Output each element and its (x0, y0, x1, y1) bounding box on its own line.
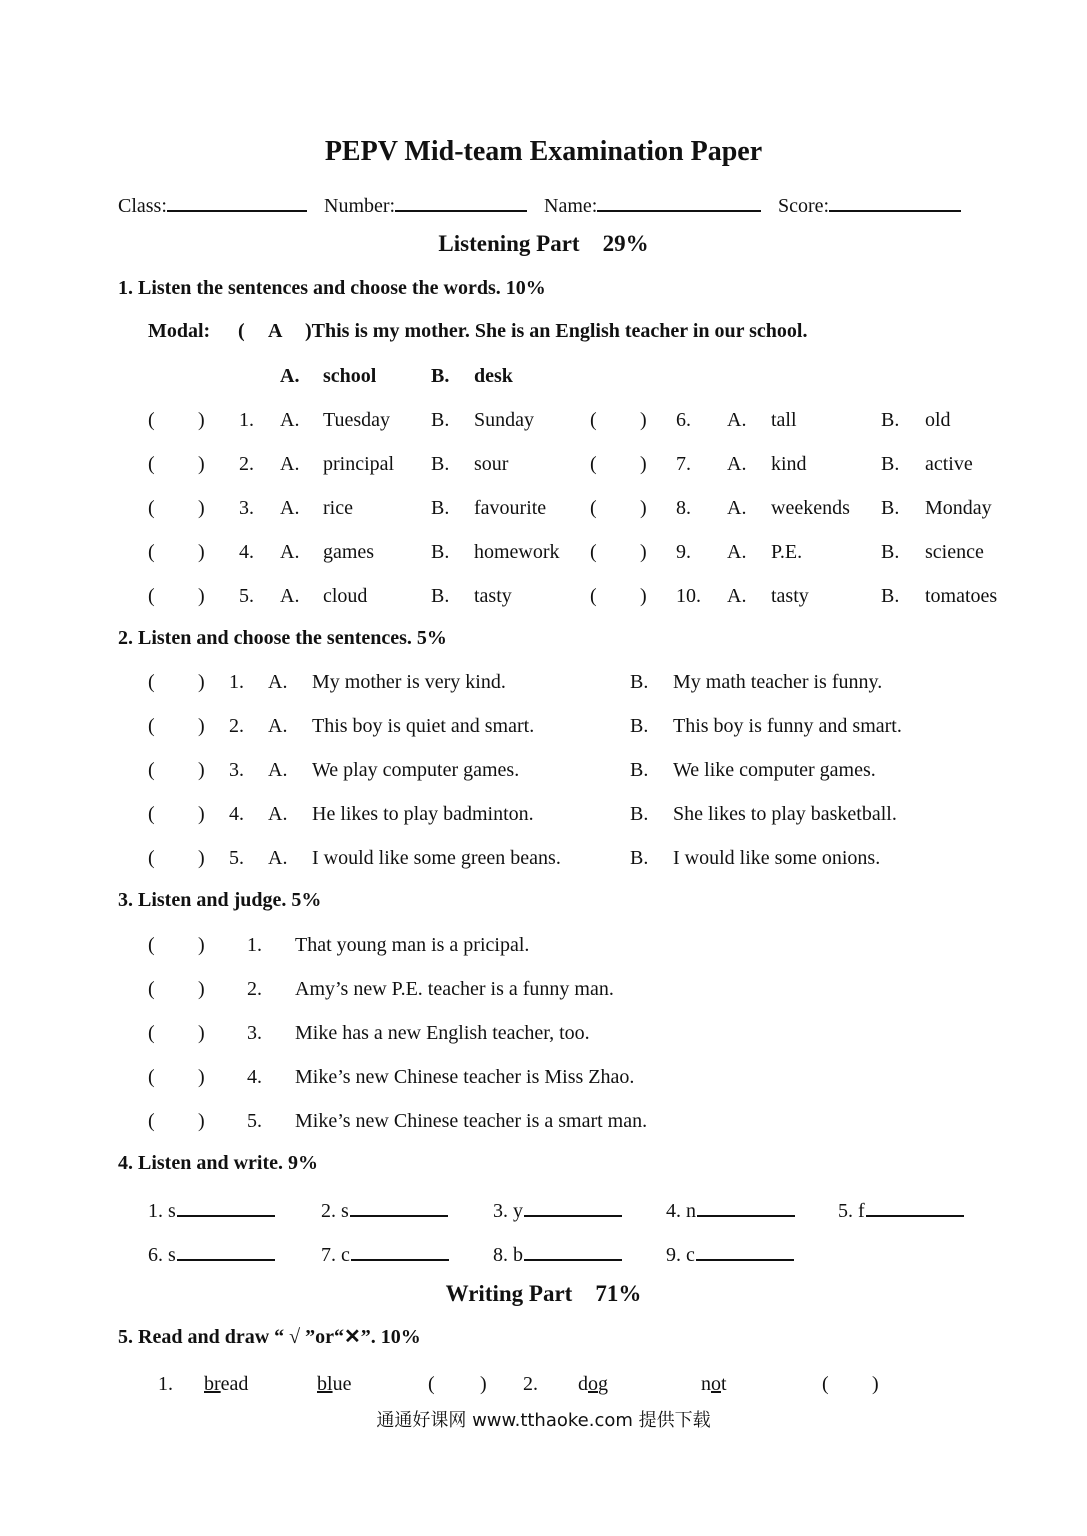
answer-paren-close[interactable]: ) (198, 803, 205, 825)
section-2-heading: 2. Listen and choose the sentences. 5% (118, 627, 447, 649)
question-row (0, 585, 1087, 611)
option-b-letter: B. (630, 803, 649, 825)
option-a-letter: A. (727, 453, 747, 475)
option-a-letter: A. (268, 847, 288, 869)
write-item[interactable]: 5. f (838, 1196, 964, 1223)
question-number: 7. (676, 453, 691, 475)
option-b-sentence: I would like some onions. (673, 847, 881, 869)
question-number: 4. (239, 541, 254, 563)
question-number: 3. (229, 759, 244, 781)
model-option-a-word: school (323, 365, 377, 387)
question-number: 6. (676, 409, 691, 431)
answer-paren-open[interactable]: ( (148, 453, 155, 475)
statement-row (0, 934, 1087, 960)
option-b-word: Sunday (474, 409, 534, 431)
question-row (0, 671, 1087, 697)
statement-row (0, 1110, 1087, 1136)
word-not (701, 1373, 727, 1396)
item-number: 2. (523, 1373, 538, 1395)
option-b-letter: B. (881, 541, 900, 563)
option-a-sentence: I would like some green beans. (312, 847, 561, 869)
write-blank[interactable] (177, 1240, 275, 1261)
name-label: Name: (544, 195, 598, 217)
statement-row (0, 978, 1087, 1004)
answer-paren-open[interactable]: ( (590, 497, 597, 519)
underlined-letters: bl (317, 1373, 333, 1395)
answer-paren-close[interactable]: ) (198, 585, 205, 607)
option-a-letter: A. (268, 671, 288, 693)
class-label: Class: (118, 195, 167, 217)
number-field[interactable] (324, 190, 527, 216)
option-b-sentence: She likes to play basketball. (673, 803, 897, 825)
answer-paren-close[interactable]: ) (198, 453, 205, 475)
model-options-row (0, 365, 1087, 391)
class-field[interactable] (118, 190, 307, 216)
question-row (0, 497, 1087, 523)
answer-paren-open[interactable]: ( (148, 759, 155, 781)
question-row (0, 759, 1087, 785)
listening-part-heading: Listening Part 29% (438, 231, 649, 256)
model-sentence: )This is my mother. She is an English teacher in our school. (305, 320, 808, 342)
question-number: 1. (239, 409, 254, 431)
statement-text: That young man is a pricipal. (295, 934, 530, 956)
score-field[interactable] (778, 190, 961, 216)
write-item[interactable]: 3. y (493, 1196, 622, 1223)
answer-paren-open[interactable]: ( (148, 715, 155, 737)
option-a-sentence: This boy is quiet and smart. (312, 715, 535, 737)
answer-paren-open[interactable]: ( (148, 497, 155, 519)
write-blank[interactable] (866, 1196, 964, 1217)
section-5-row (0, 1373, 1087, 1399)
option-b-letter: B. (431, 497, 450, 519)
section-3-heading: 3. Listen and judge. 5% (118, 889, 322, 911)
student-info-line (118, 190, 978, 216)
option-b-word: tasty (474, 585, 512, 607)
page-title: PEPV Mid-team Examination Paper (324, 136, 763, 167)
answer-paren-close[interactable]: ) (872, 1373, 879, 1395)
underlined-letters: o (711, 1373, 721, 1395)
option-b-letter: B. (431, 541, 450, 563)
answer-paren-close[interactable]: ) (198, 1066, 205, 1088)
word-part: g (598, 1373, 608, 1395)
score-blank[interactable] (829, 190, 961, 212)
option-a-letter: A. (280, 541, 300, 563)
model-option-b-word: desk (474, 365, 513, 387)
option-a-sentence: My mother is very kind. (312, 671, 506, 693)
option-b-letter: B. (630, 671, 649, 693)
answer-paren-open[interactable]: ( (148, 847, 155, 869)
statement-number: 3. (247, 1022, 262, 1044)
write-row (0, 1240, 1087, 1266)
option-a-letter: A. (727, 585, 747, 607)
statement-row (0, 1066, 1087, 1092)
option-a-word: P.E. (771, 541, 803, 563)
answer-paren-open[interactable]: ( (148, 934, 155, 956)
question-row (0, 715, 1087, 741)
option-a-word: kind (771, 453, 807, 475)
name-blank[interactable] (597, 190, 761, 212)
word-part: ead (220, 1373, 249, 1395)
model-answer: A (268, 320, 283, 342)
write-blank[interactable] (524, 1240, 622, 1261)
answer-paren-open[interactable]: ( (590, 585, 597, 607)
write-item[interactable]: 1. s (148, 1196, 275, 1223)
write-item[interactable]: 6. s (148, 1240, 275, 1267)
write-row (0, 1196, 1087, 1222)
word-part: ue (332, 1373, 352, 1395)
question-number: 5. (229, 847, 244, 869)
option-a-letter: A. (280, 409, 300, 431)
number-blank[interactable] (395, 190, 527, 212)
score-label: Score: (778, 195, 830, 217)
word-dog (578, 1373, 608, 1396)
answer-paren-open[interactable]: ( (148, 803, 155, 825)
option-a-letter: A. (268, 759, 288, 781)
statement-number: 5. (247, 1110, 262, 1132)
answer-paren-open[interactable]: ( (148, 978, 155, 1000)
option-a-letter: A. (727, 409, 747, 431)
option-b-word: sour (474, 453, 509, 475)
answer-paren-open[interactable]: ( (822, 1373, 829, 1395)
answer-paren-close[interactable]: ) (198, 759, 205, 781)
option-a-letter: A. (727, 497, 747, 519)
option-a-letter: A. (280, 453, 300, 475)
option-b-sentence: We like computer games. (673, 759, 876, 781)
answer-paren-open[interactable]: ( (590, 409, 597, 431)
word-blue (317, 1373, 351, 1396)
answer-paren-open[interactable]: ( (148, 1066, 155, 1088)
answer-paren-open[interactable]: ( (148, 585, 155, 607)
answer-paren-close[interactable]: ) (640, 541, 647, 563)
option-b-word: active (925, 453, 973, 475)
option-a-sentence: We play computer games. (312, 759, 520, 781)
option-b-word: tomatoes (925, 585, 998, 607)
option-a-word: rice (323, 497, 353, 519)
option-b-word: Monday (925, 497, 992, 519)
write-blank[interactable] (696, 1240, 794, 1261)
option-b-letter: B. (881, 585, 900, 607)
statement-number: 4. (247, 1066, 262, 1088)
option-b-letter: B. (431, 585, 450, 607)
option-b-word: old (925, 409, 951, 431)
answer-paren-close[interactable]: ) (640, 409, 647, 431)
option-a-letter: A. (280, 497, 300, 519)
model-label: Modal: (148, 320, 211, 342)
write-blank[interactable] (524, 1196, 622, 1217)
answer-paren-close[interactable]: ) (198, 541, 205, 563)
answer-paren-close[interactable]: ) (640, 453, 647, 475)
word-part: d (578, 1373, 588, 1395)
word-bread (204, 1373, 248, 1396)
write-blank[interactable] (350, 1196, 448, 1217)
option-a-letter: A. (268, 803, 288, 825)
option-b-word: homework (474, 541, 560, 563)
question-number: 5. (239, 585, 254, 607)
write-blank[interactable] (697, 1196, 795, 1217)
question-number: 8. (676, 497, 691, 519)
statement-row (0, 1022, 1087, 1048)
option-a-word: tasty (771, 585, 809, 607)
option-b-sentence: This boy is funny and smart. (673, 715, 902, 737)
answer-paren-open[interactable]: ( (148, 1022, 155, 1044)
underlined-letters: br (204, 1373, 221, 1395)
name-field[interactable] (544, 190, 761, 216)
answer-paren-close[interactable]: ) (480, 1373, 487, 1395)
option-a-sentence: He likes to play badminton. (312, 803, 534, 825)
option-b-word: favourite (474, 497, 547, 519)
option-a-word: games (323, 541, 375, 563)
answer-paren-close[interactable]: ) (198, 1022, 205, 1044)
question-number: 2. (229, 715, 244, 737)
option-a-letter: A. (280, 585, 300, 607)
question-row (0, 409, 1087, 435)
statement-text: Mike has a new English teacher, too. (295, 1022, 590, 1044)
option-b-letter: B. (630, 759, 649, 781)
number-label: Number: (324, 195, 396, 217)
item-number: 1. (158, 1373, 173, 1395)
answer-paren-open[interactable]: ( (148, 541, 155, 563)
answer-paren-close[interactable]: ) (198, 671, 205, 693)
question-number: 9. (676, 541, 691, 563)
answer-paren-open[interactable]: ( (590, 453, 597, 475)
answer-paren-open[interactable]: ( (148, 409, 155, 431)
question-number: 4. (229, 803, 244, 825)
answer-paren-close[interactable]: ) (198, 978, 205, 1000)
word-part: t (721, 1373, 727, 1395)
write-item[interactable]: 8. b (493, 1240, 622, 1267)
answer-paren-open[interactable]: ( (148, 671, 155, 693)
write-blank[interactable] (177, 1196, 275, 1217)
statement-text: Amy’s new P.E. teacher is a funny man. (295, 978, 614, 1000)
option-a-word: weekends (771, 497, 850, 519)
model-option-b-letter: B. (431, 365, 450, 387)
statement-text: Mike’s new Chinese teacher is Miss Zhao. (295, 1066, 635, 1088)
answer-paren-close[interactable]: ) (640, 585, 647, 607)
option-a-word: tall (771, 409, 797, 431)
option-b-letter: B. (630, 715, 649, 737)
option-b-letter: B. (881, 453, 900, 475)
answer-paren-close[interactable]: ) (198, 1110, 205, 1132)
answer-paren-open[interactable]: ( (428, 1373, 435, 1395)
option-a-word: Tuesday (323, 409, 391, 431)
model-row (0, 320, 1087, 346)
model-paren: ( (238, 320, 245, 342)
option-b-word: science (925, 541, 984, 563)
answer-paren-close[interactable]: ) (198, 847, 205, 869)
section-4-heading: 4. Listen and write. 9% (118, 1152, 318, 1174)
option-a-word: principal (323, 453, 395, 475)
question-number: 2. (239, 453, 254, 475)
option-a-letter: A. (268, 715, 288, 737)
answer-paren-open[interactable]: ( (590, 541, 597, 563)
answer-paren-close[interactable]: ) (198, 934, 205, 956)
word-part: n (701, 1373, 711, 1395)
option-b-letter: B. (881, 497, 900, 519)
write-item[interactable]: 9. c (666, 1240, 794, 1267)
answer-paren-close[interactable]: ) (198, 715, 205, 737)
answer-paren-close[interactable]: ) (198, 497, 205, 519)
answer-paren-close[interactable]: ) (640, 497, 647, 519)
option-b-letter: B. (431, 409, 450, 431)
statement-number: 2. (247, 978, 262, 1000)
class-blank[interactable] (167, 190, 307, 212)
section-5-heading: 5. Read and draw “ √ ”or“✕”. 10% (118, 1326, 421, 1348)
statement-text: Mike’s new Chinese teacher is a smart man. (295, 1110, 648, 1132)
footer: 通通好课网 www.tthaoke.com 提供下载 (376, 1410, 711, 1431)
option-b-letter: B. (881, 409, 900, 431)
question-row (0, 803, 1087, 829)
answer-paren-open[interactable]: ( (148, 1110, 155, 1132)
question-row (0, 453, 1087, 479)
model-option-a-letter: A. (280, 365, 300, 387)
write-item[interactable]: 2. s (321, 1196, 448, 1223)
question-row (0, 541, 1087, 567)
option-b-letter: B. (630, 847, 649, 869)
option-b-sentence: My math teacher is funny. (673, 671, 883, 693)
question-row (0, 847, 1087, 873)
question-number: 3. (239, 497, 254, 519)
question-number: 10. (676, 585, 701, 607)
statement-number: 1. (247, 934, 262, 956)
write-blank[interactable] (351, 1240, 449, 1261)
option-a-letter: A. (727, 541, 747, 563)
write-item[interactable]: 4. n (666, 1196, 795, 1223)
section-1-heading: 1. Listen the sentences and choose the words. 10% (118, 277, 546, 299)
write-item[interactable]: 7. c (321, 1240, 449, 1267)
option-b-letter: B. (431, 453, 450, 475)
writing-part-heading: Writing Part 71% (445, 1281, 642, 1306)
option-a-word: cloud (323, 585, 368, 607)
question-number: 1. (229, 671, 244, 693)
underlined-letters: o (588, 1373, 598, 1395)
answer-paren-close[interactable]: ) (198, 409, 205, 431)
